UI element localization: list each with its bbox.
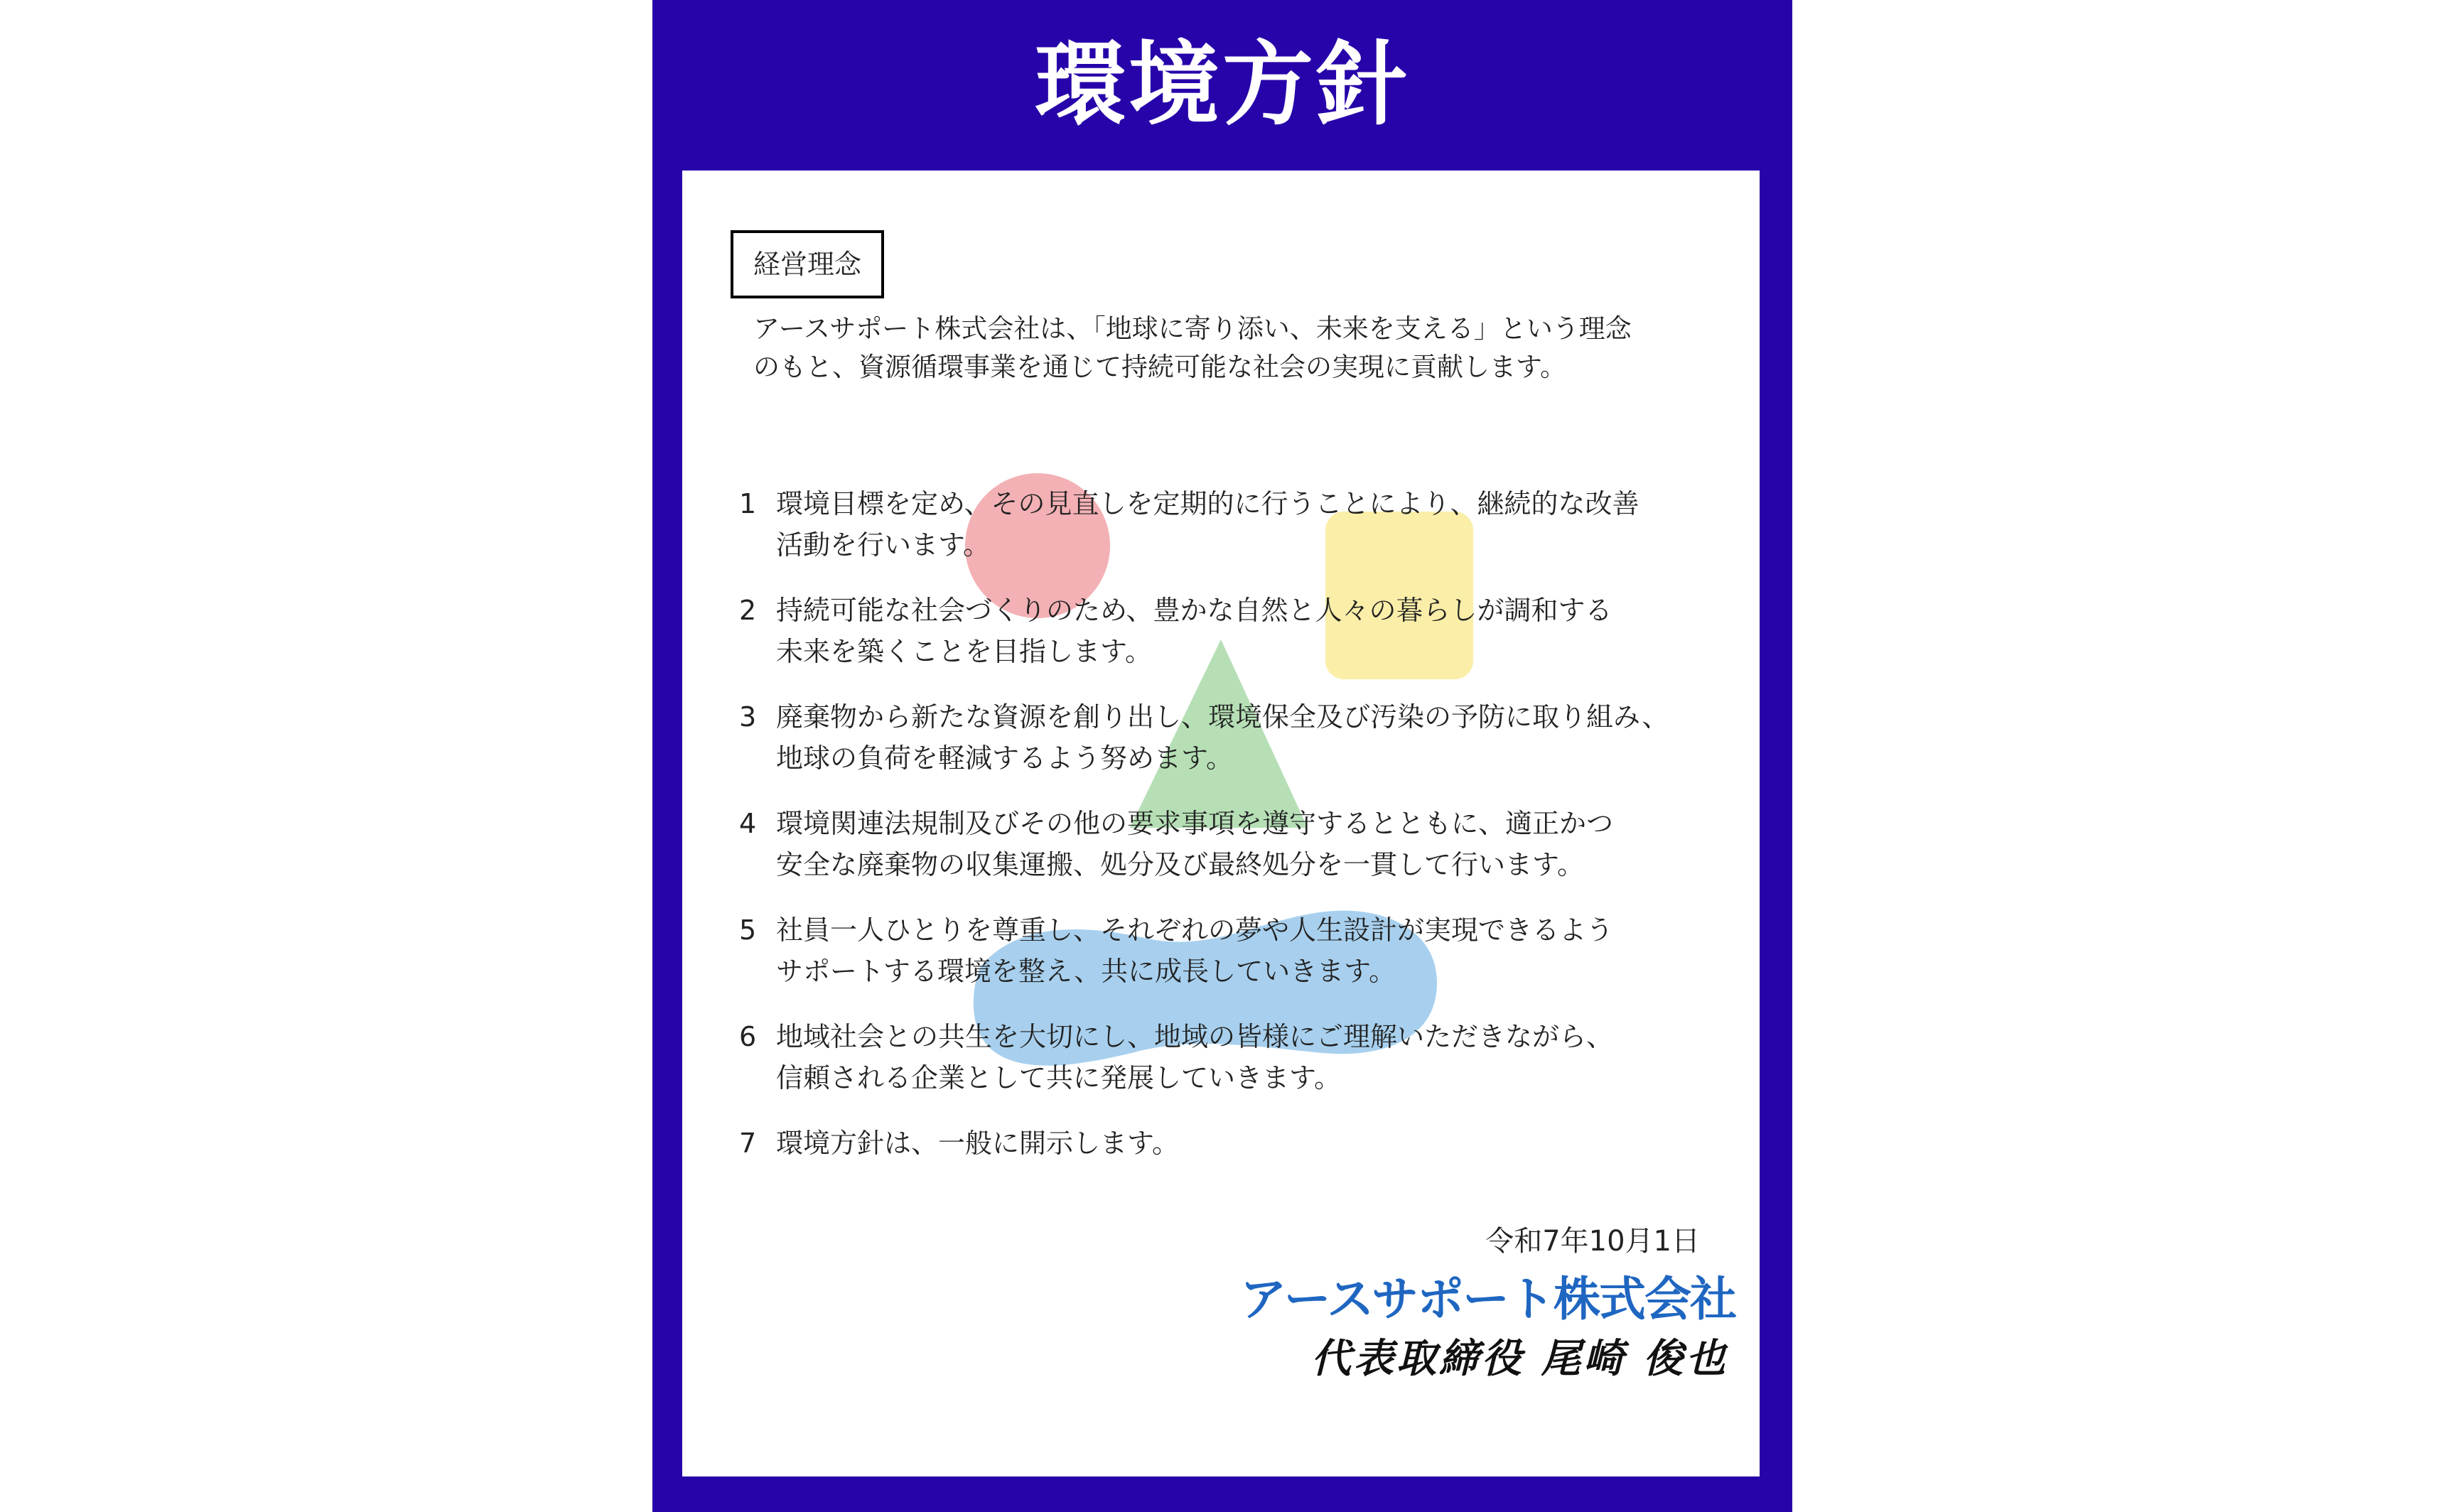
company-logo-text: アースサポート株式会社 bbox=[1239, 1272, 1735, 1327]
mission-statement: アースサポート株式会社は、「地球に寄り添い、未来を支える」という理念 のもと、資源循環事業を通じて持続可能な社会の実現に貢献します。 bbox=[753, 313, 1632, 382]
poster-frame bbox=[652, 0, 1792, 1512]
policy-item bbox=[739, 803, 1706, 885]
content-panel bbox=[682, 171, 1760, 1476]
policy-item bbox=[739, 483, 1706, 566]
policy-text: 地域社会との共生を大切にし、地域の皆様にご理解いただきながら、 信頼される企業として共に発展していきます。 bbox=[776, 1021, 1614, 1094]
policy-number: 6 bbox=[739, 1021, 757, 1052]
policy-text: 環境関連法規制及びその他の要求事項を遵守するとともに、適正かつ 安全な廃棄物の収集運搬、処分及び最終処分を一貫して行います。 bbox=[776, 808, 1614, 880]
policy-item bbox=[739, 1016, 1706, 1098]
policy-number: 5 bbox=[739, 914, 757, 946]
policy-item bbox=[739, 696, 1706, 779]
policy-text: 社員一人ひとりを尊重し、それぞれの夢や人生設計が実現できるよう サポートする環境を整え、共に成長していきます。 bbox=[776, 914, 1614, 987]
mission-label-box: 経営理念 bbox=[731, 230, 884, 298]
policy-item bbox=[739, 1123, 1706, 1164]
policy-item bbox=[739, 590, 1706, 672]
policy-number: 4 bbox=[739, 808, 757, 839]
policy-number: 2 bbox=[739, 595, 757, 626]
policy-text: 持続可能な社会づくりのため、豊かな自然と人々の暮らしが調和する 未来を築くことを目指します。 bbox=[776, 595, 1612, 667]
policy-item bbox=[739, 909, 1706, 992]
issue-date: 令和7年10月1日 bbox=[1485, 1225, 1700, 1258]
policy-text: 環境目標を定め、その見直しを定期的に行うことにより、継続的な改善 活動を行います。 bbox=[776, 488, 1640, 561]
policy-number: 7 bbox=[739, 1128, 757, 1159]
representative-signature: 代表取締役 尾崎 俊也 bbox=[1311, 1335, 1728, 1382]
policy-list bbox=[739, 483, 1706, 1188]
page-title: 環境方針 bbox=[1034, 32, 1410, 138]
policy-number: 3 bbox=[739, 701, 757, 733]
policy-number: 1 bbox=[739, 488, 757, 519]
policy-text: 環境方針は、一般に開示します。 bbox=[776, 1128, 1179, 1159]
policy-text: 廃棄物から新たな資源を創り出し、環境保全及び汚染の予防に取り組み、 地球の負荷を軽減するよう努めます。 bbox=[776, 701, 1669, 774]
